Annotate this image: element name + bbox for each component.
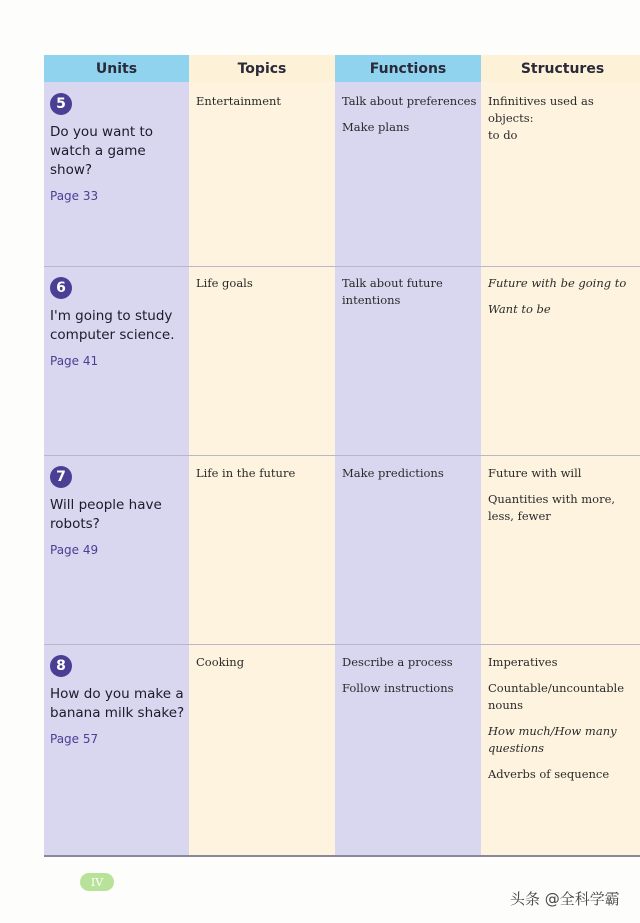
unit-title: Do you want to watch a game show? — [50, 124, 154, 178]
function-item: Follow instructions — [342, 681, 454, 695]
function-item: Make predictions — [342, 466, 444, 480]
table-bottom-border — [44, 855, 640, 857]
unit-number-badge: 5 — [50, 93, 72, 115]
row-divider — [44, 455, 640, 456]
row-divider — [44, 266, 640, 267]
unit-title: How do you make a banana milk shake? — [50, 686, 185, 721]
functions-cell — [342, 654, 477, 706]
structure-item: Future with be going to — [488, 276, 627, 290]
topic-cell — [196, 93, 331, 119]
topic-text: Life goals — [196, 276, 253, 290]
structure-item: Future with will — [488, 466, 582, 480]
function-item: Make plans — [342, 120, 410, 134]
unit-page-link[interactable]: Page 49 — [50, 543, 99, 557]
unit-8 — [50, 655, 186, 746]
unit-number-badge: 6 — [50, 277, 72, 299]
topic-text: Entertainment — [196, 94, 282, 108]
unit-5 — [50, 93, 186, 203]
table-header-row — [44, 55, 640, 82]
header-topics: Topics — [189, 55, 335, 82]
row-divider — [44, 644, 640, 645]
unit-number-badge: 7 — [50, 466, 72, 488]
unit-6 — [50, 277, 186, 368]
unit-title: Will people have robots? — [50, 497, 162, 532]
unit-page-link[interactable]: Page 33 — [50, 189, 99, 203]
structure-item: Imperatives — [488, 655, 558, 669]
unit-page-link[interactable]: Page 57 — [50, 732, 99, 746]
unit-title: I'm going to study computer science. — [50, 308, 175, 343]
topics-column-bg — [189, 55, 335, 857]
topic-text: Cooking — [196, 655, 245, 669]
structures-cell — [488, 654, 638, 792]
structure-item: Infinitives used as objects: to do — [488, 94, 594, 142]
function-item: Talk about preferences — [342, 94, 477, 108]
function-item: Talk about future intentions — [342, 276, 443, 307]
structure-item: Adverbs of sequence — [488, 767, 610, 781]
structure-item: How much/How many questions — [488, 724, 617, 755]
structure-item: Countable/uncountable nouns — [488, 681, 625, 712]
header-structures: Structures — [481, 55, 640, 82]
unit-number-badge: 8 — [50, 655, 72, 677]
topic-cell — [196, 465, 331, 491]
structures-cell — [488, 93, 638, 153]
unit-page-link[interactable]: Page 41 — [50, 354, 99, 368]
unit-7 — [50, 466, 186, 557]
contents-table — [44, 55, 640, 857]
structure-item: Want to be — [488, 302, 551, 316]
topic-text: Life in the future — [196, 466, 296, 480]
header-units: Units — [44, 55, 189, 82]
functions-cell — [342, 93, 477, 145]
functions-cell — [342, 275, 477, 318]
topic-cell — [196, 654, 331, 680]
watermark-text: 头条 @全科学霸 — [510, 890, 620, 908]
functions-cell — [342, 465, 477, 491]
topic-cell — [196, 275, 331, 301]
function-item: Describe a process — [342, 655, 453, 669]
functions-column-bg — [335, 55, 481, 857]
structure-item: Quantities with more, less, fewer — [488, 492, 616, 523]
page-number-badge: IV — [80, 873, 114, 891]
structures-cell — [488, 275, 638, 327]
structures-cell — [488, 465, 638, 534]
header-functions: Functions — [335, 55, 481, 82]
